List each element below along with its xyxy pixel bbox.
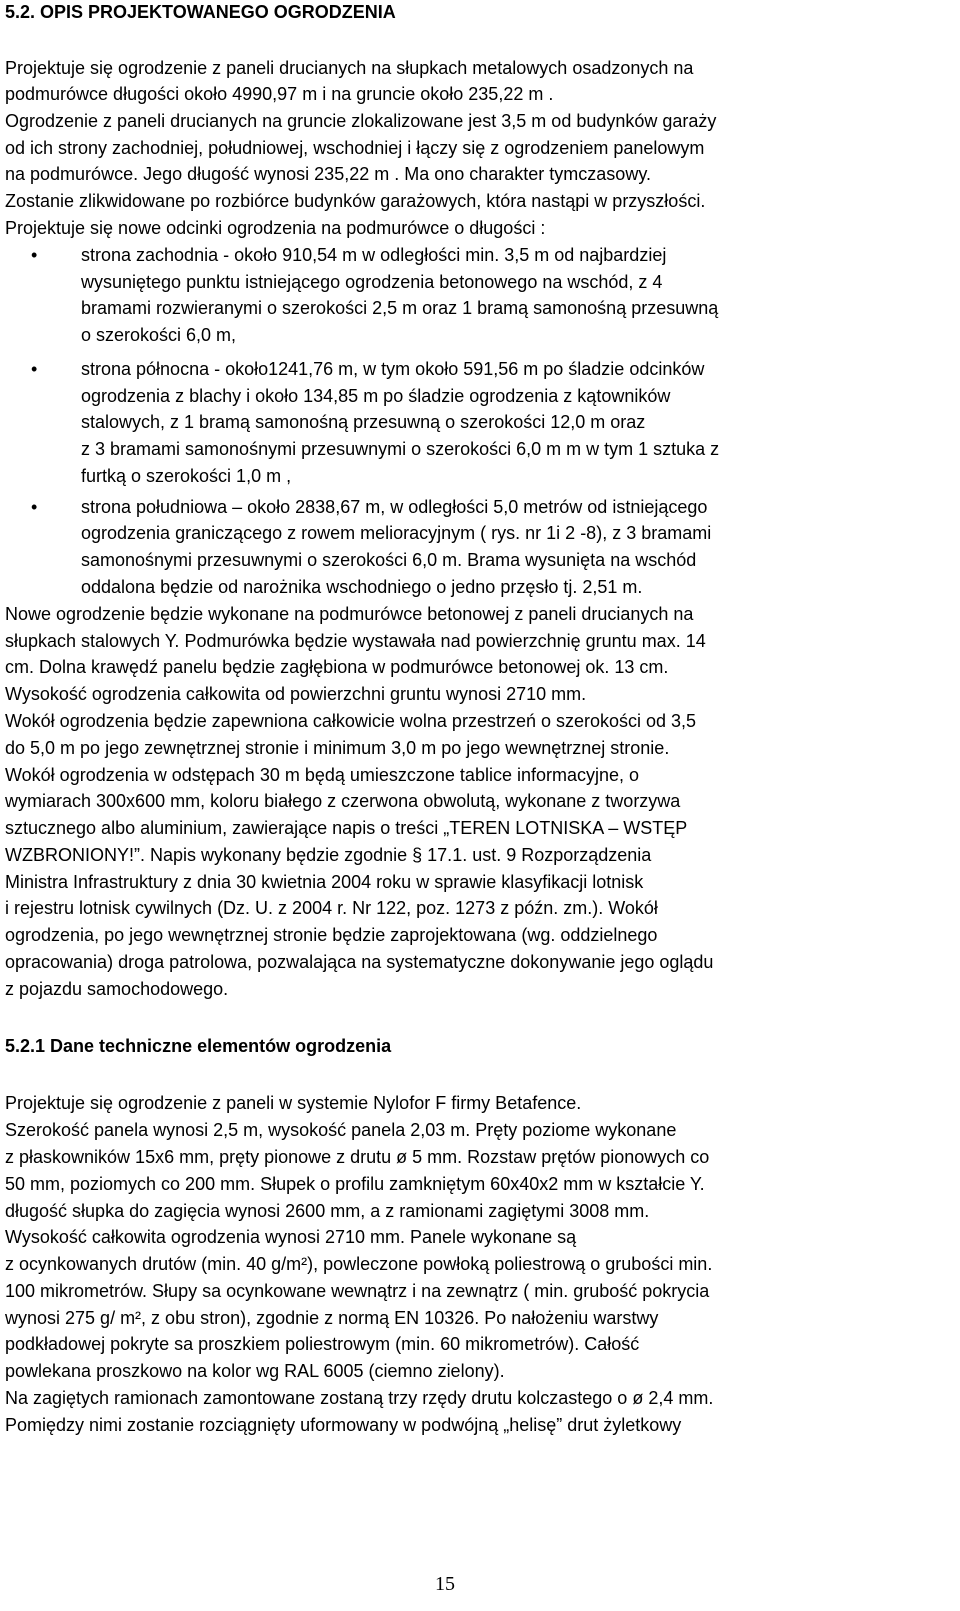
text-line: Szerokość panela wynosi 2,5 m, wysokość panela 2,03 m. Pręty poziome wykonane — [5, 1120, 677, 1140]
text-line: z płaskowników 15x6 mm, pręty pionowe z drutu ø 5 mm. Rozstaw prętów pionowych co — [5, 1147, 710, 1167]
text-line: cm. Dolna krawędź panelu będzie zagłębiona w podmurówce betonowej ok. 13 cm. — [5, 657, 669, 677]
text-line: Na zagiętych ramionach zamontowane zostaną trzy rzędy drutu kolczastego o ø 2,4 mm. — [5, 1388, 714, 1408]
text-line: Wysokość ogrodzenia całkowita od powierzchni gruntu wynosi 2710 mm. — [5, 684, 587, 704]
text-line: Projektuje się nowe odcinki ogrodzenia na podmurówce o długości : — [5, 218, 546, 238]
text-line: z ocynkowanych drutów (min. 40 g/m²), powleczone powłoką poliestrową o grubości min. — [5, 1254, 713, 1274]
text-line: na podmurówce. Jego długość wynosi 235,22 m . Ma ono charakter tymczasowy. — [5, 164, 651, 184]
text-line: furtką o szerokości 1,0 m , — [81, 466, 292, 486]
text-line: podmurówce długości około 4990,97 m i na gruncie około 235,22 m . — [5, 84, 554, 104]
subsection-heading: 5.2.1 Dane techniczne elementów ogrodzenia — [5, 1036, 392, 1056]
text-line: 50 mm, poziomych co 200 mm. Słupek o profilu zamkniętym 60x40x2 mm w kształcie Y. — [5, 1174, 705, 1194]
text-line: stalowych, z 1 bramą samonośną przesuwną o szerokości 12,0 m oraz — [81, 412, 646, 432]
section-heading: 5.2. OPIS PROJEKTOWANEGO OGRODZENIA — [5, 2, 396, 22]
text-line: do 5,0 m po jego zewnętrznej stronie i minimum 3,0 m po jego wewnętrznej stronie. — [5, 738, 670, 758]
text-line: sztucznego albo aluminium, zawierające napis o treści „TEREN LOTNISKA – WSTĘP — [5, 818, 688, 838]
text-line: wysuniętego punktu istniejącego ogrodzenia betonowego na wschód, z 4 — [81, 272, 663, 292]
text-line: Projektuje się ogrodzenie z paneli drucianych na słupkach metalowych osadzonych na — [5, 58, 694, 78]
text-line: wymiarach 300x600 mm, koloru białego z czerwona obwolutą, wykonane z tworzywa — [5, 791, 681, 811]
text-line: ogrodzenia graniczącego z rowem melioracyjnym ( rys. nr 1i 2 -8), z 3 bramami — [81, 523, 712, 543]
bullet-icon: • — [31, 497, 38, 517]
bullet-icon: • — [31, 359, 38, 379]
text-line: 100 mikrometrów. Słupy sa ocynkowane wewnątrz i na zewnątrz ( min. grubość pokrycia — [5, 1281, 710, 1301]
text-line: Pomiędzy nimi zostanie rozciągnięty uformowany w podwójną „helisę” drut żyletkowy — [5, 1415, 682, 1435]
text-line: Ogrodzenie z paneli drucianych na gruncie zlokalizowane jest 3,5 m od budynków garaży — [5, 111, 717, 131]
text-line: Wokół ogrodzenia będzie zapewniona całkowicie wolna przestrzeń o szerokości od 3,5 — [5, 711, 697, 731]
text-line: ogrodzenia z blachy i około 134,85 m po śladzie ogrodzenia z kątowników — [81, 386, 671, 406]
text-line: Wysokość całkowita ogrodzenia wynosi 2710 mm. Panele wykonane są — [5, 1227, 577, 1247]
text-line: WZBRONIONY!”. Napis wykonany będzie zgodnie § 17.1. ust. 9 Rozporządzenia — [5, 845, 652, 865]
text-line: Ministra Infrastruktury z dnia 30 kwietnia 2004 roku w sprawie klasyfikacji lotnisk — [5, 872, 644, 892]
text-line: długość słupka do zagięcia wynosi 2600 mm, a z ramionami zagiętymi 3008 mm. — [5, 1201, 650, 1221]
text-line: z pojazdu samochodowego. — [5, 979, 229, 999]
text-line: od ich strony zachodniej, południowej, wschodniej i łączy się z ogrodzeniem panelowym — [5, 138, 705, 158]
text-line: i rejestru lotnisk cywilnych (Dz. U. z 2004 r. Nr 122, poz. 1273 z późn. zm.). Wokół — [5, 898, 658, 918]
text-line: ogrodzenia, po jego wewnętrznej stronie będzie zaprojektowana (wg. oddzielnego — [5, 925, 658, 945]
text-line: Nowe ogrodzenie będzie wykonane na podmurówce betonowej z paneli drucianych na — [5, 604, 694, 624]
text-line: strona zachodnia - około 910,54 m w odległości min. 3,5 m od najbardziej — [81, 245, 667, 265]
text-line: słupkach stalowych Y. Podmurówka będzie wystawała nad powierzchnię gruntu max. 14 — [5, 631, 706, 651]
text-line: powlekana proszkowo na kolor wg RAL 6005 (ciemno zielony). — [5, 1361, 505, 1381]
text-line: wynosi 275 g/ m², z obu stron), zgodnie z normą EN 10326. Po nałożeniu warstwy — [5, 1308, 659, 1328]
page-number: 15 — [435, 1573, 455, 1595]
text-line: opracowania) droga patrolowa, pozwalająca na systematyczne dokonywanie jego oglądu — [5, 952, 714, 972]
text-line: z 3 bramami samonośnymi przesuwnymi o szerokości 6,0 m m w tym 1 sztuka z — [81, 439, 720, 459]
text-line: podkładowej pokryte sa proszkiem poliestrowym (min. 60 mikrometrów). Całość — [5, 1334, 640, 1354]
text-line: oddalona będzie od narożnika wschodniego o jedno przęsło tj. 2,51 m. — [81, 577, 643, 597]
text-line: samonośnymi przesuwnymi o szerokości 6,0 m. Brama wysunięta na wschód — [81, 550, 697, 570]
text-line: bramami rozwieranymi o szerokości 2,5 m oraz 1 bramą samonośną przesuwną — [81, 298, 719, 318]
bullet-icon: • — [31, 245, 38, 265]
text-line: strona północna - około1241,76 m, w tym około 591,56 m po śladzie odcinków — [81, 359, 705, 379]
text-line: strona południowa – około 2838,67 m, w odległości 5,0 metrów od istniejącego — [81, 497, 708, 517]
text-line: Projektuje się ogrodzenie z paneli w systemie Nylofor F firmy Betafence. — [5, 1093, 582, 1113]
text-line: o szerokości 6,0 m, — [81, 325, 237, 345]
text-line: Zostanie zlikwidowane po rozbiórce budynków garażowych, która nastąpi w przyszłości. — [5, 191, 706, 211]
text-line: Wokół ogrodzenia w odstępach 30 m będą umieszczone tablice informacyjne, o — [5, 765, 640, 785]
